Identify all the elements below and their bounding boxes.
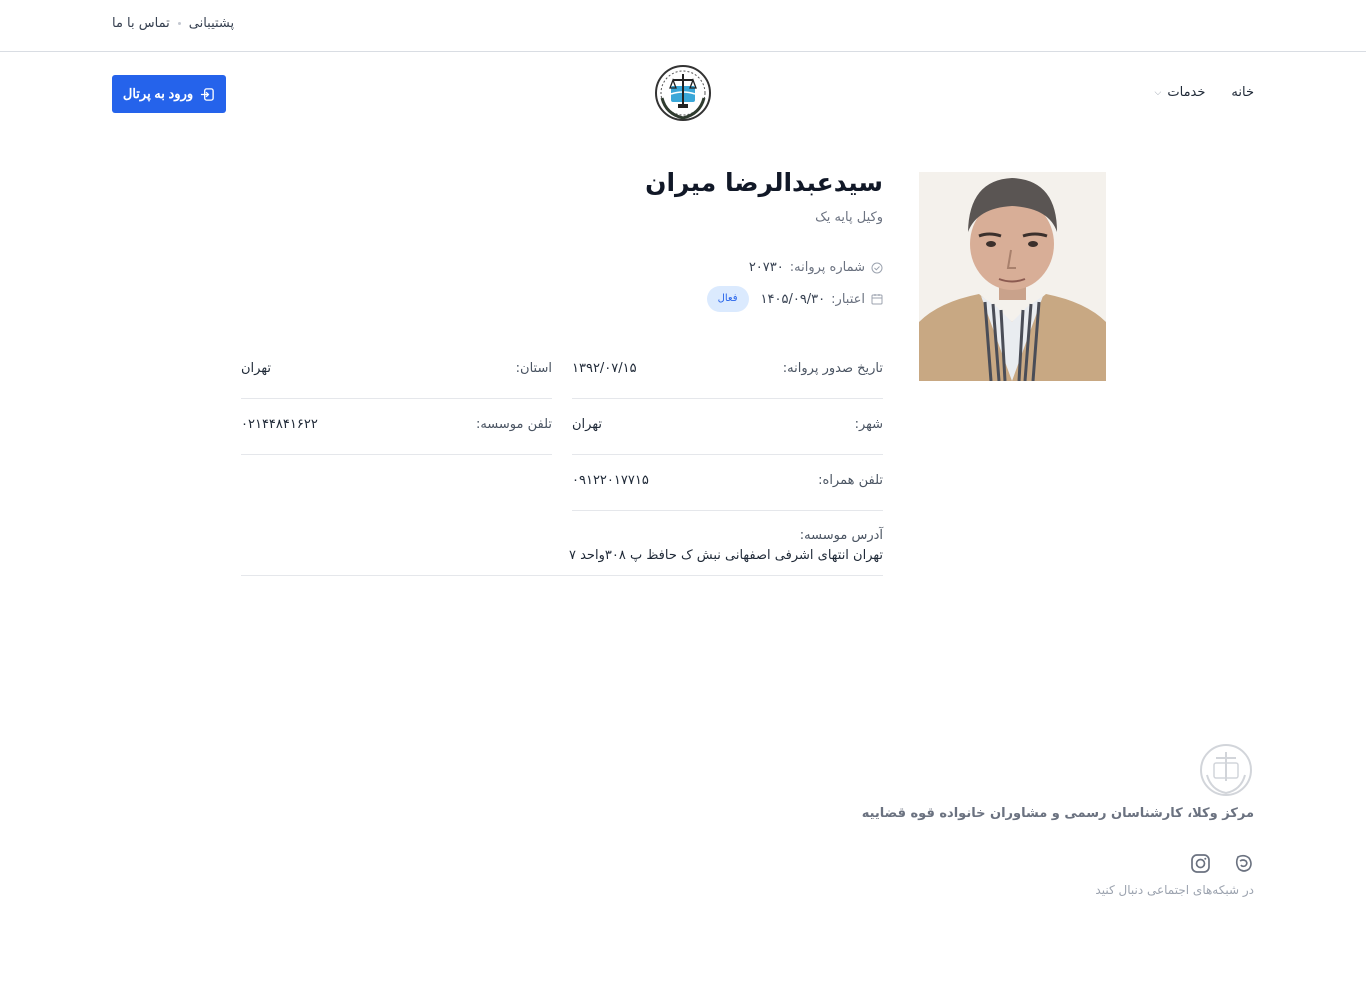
lawyer-grade: وکیل پایه یک <box>815 210 883 225</box>
city-value: تهران <box>572 417 602 432</box>
footer-title: مرکز وکلا، کارشناسان رسمی و مشاوران خانواده قوه قضاییه <box>861 806 1254 821</box>
portal-login-button[interactable] <box>112 75 226 113</box>
province-value: تهران <box>241 361 271 376</box>
nav-home[interactable] <box>1231 85 1254 100</box>
license-value: ۲۰۷۳۰ <box>748 260 784 275</box>
follow-text: در شبکه‌های اجتماعی دنبال کنید <box>1095 883 1254 897</box>
license-row <box>749 260 883 275</box>
address-field <box>241 528 883 576</box>
lawyer-name: سیدعبدالرضا میران <box>645 168 883 197</box>
calendar-icon <box>871 293 883 305</box>
separator-dot <box>178 22 181 25</box>
main-nav <box>1155 85 1254 100</box>
portal-login-label: ورود به پرتال <box>122 86 194 101</box>
navbar <box>0 52 1366 136</box>
nav-services[interactable] <box>1155 85 1206 100</box>
mobile-field <box>572 473 883 511</box>
status-badge: فعال <box>707 286 749 312</box>
validity-row <box>707 286 883 312</box>
nav-services-label: خدمات <box>1167 85 1206 100</box>
eitaa-icon[interactable] <box>1233 853 1254 874</box>
lawyer-photo <box>919 172 1106 381</box>
top-links <box>112 16 234 31</box>
validity-label: اعتبار: <box>831 291 865 307</box>
check-circle-icon <box>871 262 883 274</box>
province-field <box>241 361 552 399</box>
judiciary-logo[interactable] <box>654 64 712 122</box>
instagram-icon[interactable] <box>1190 853 1211 874</box>
institute-phone-label: تلفن موسسه: <box>475 417 552 432</box>
nav-home-label: خانه <box>1231 85 1254 100</box>
address-label: آدرس موسسه: <box>799 528 883 543</box>
issue-date-value: ۱۳۹۲/۰۷/۱۵ <box>572 361 637 376</box>
institute-phone-field <box>241 417 552 455</box>
support-link[interactable]: پشتیبانی <box>188 16 235 31</box>
mobile-label: تلفن همراه: <box>818 473 883 488</box>
issue-date-field <box>572 361 883 399</box>
login-icon <box>200 87 215 102</box>
address-value: تهران انتهای اشرفی اصفهانی نبش ک حافظ پ ۳۰۸واحد ۷ <box>568 548 883 563</box>
chevron-down-icon: ⌵ <box>1154 87 1162 98</box>
social-links <box>1190 853 1254 874</box>
validity-value: ۱۴۰۵/۰۹/۳۰ <box>760 291 826 307</box>
institute-phone-value[interactable]: ۰۲۱۴۴۸۴۱۶۲۲ <box>241 417 318 432</box>
contact-link[interactable]: تماس با ما <box>112 16 170 31</box>
province-label: استان: <box>515 361 552 376</box>
city-label: شهر: <box>854 417 883 432</box>
mobile-value[interactable]: ۰۹۱۲۲۰۱۷۷۱۵ <box>572 473 649 488</box>
city-field <box>572 417 883 455</box>
footer-logo <box>1199 743 1253 797</box>
top-bar <box>0 0 1366 52</box>
issue-date-label: تاریخ صدور پروانه: <box>782 361 883 376</box>
license-label: شماره پروانه: <box>789 260 865 275</box>
